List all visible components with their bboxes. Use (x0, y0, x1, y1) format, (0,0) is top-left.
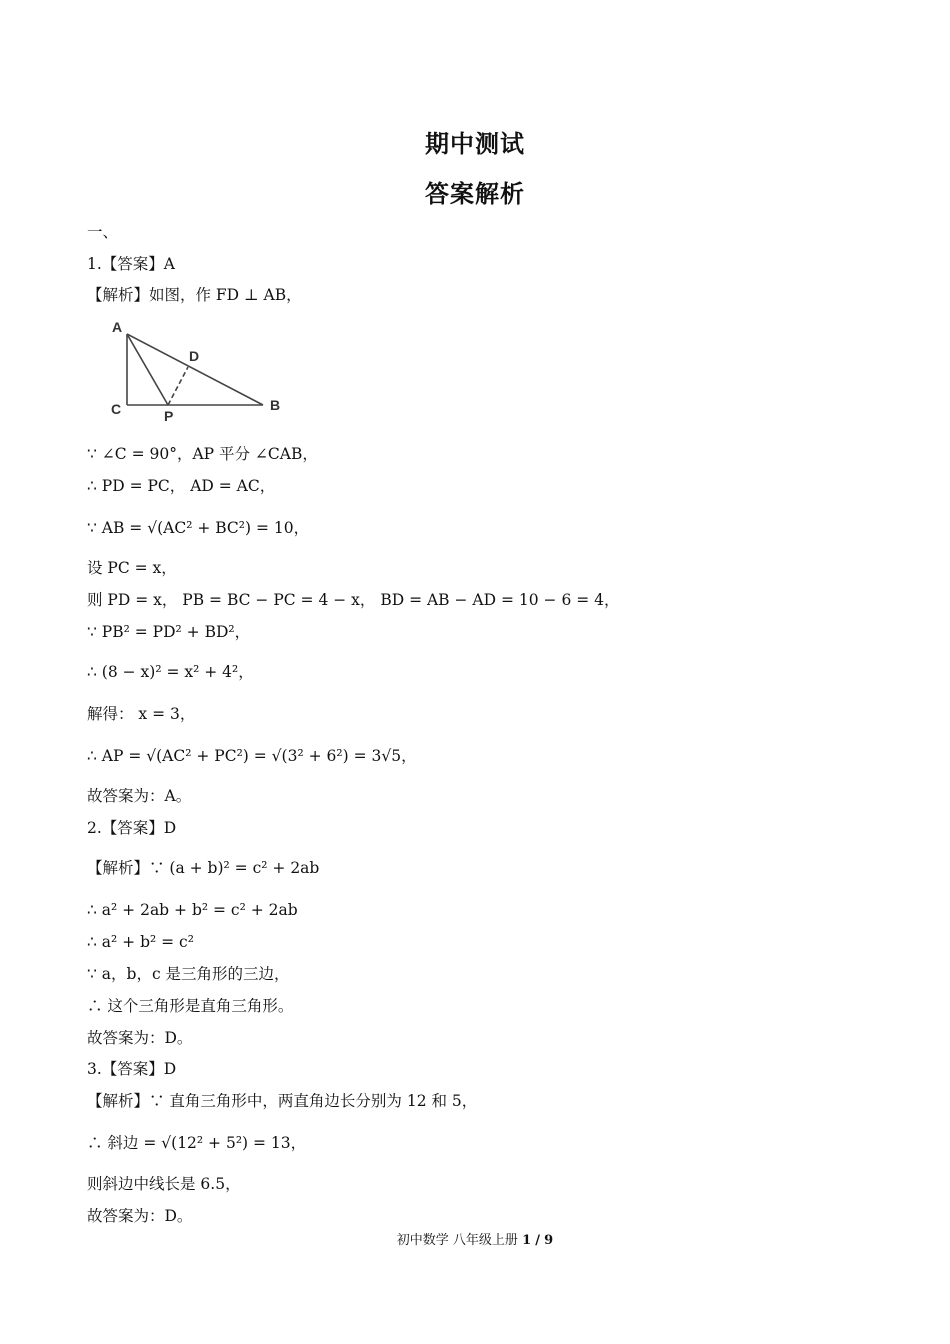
section-label: 一、 (87, 223, 119, 241)
footer-page-separator: / (535, 1233, 541, 1248)
label-b: B (270, 397, 281, 413)
analysis-2-step-2: ∴ a² + b² = c² (87, 933, 194, 951)
page-title: 期中测试 (425, 130, 525, 158)
footer-course: 初中数学 八年级上册 (396, 1233, 518, 1248)
label-a: A (112, 319, 123, 335)
analysis-1-step-9: ∴ AP = √(AC² + PC²) = √(3² + 6²) = 3√5， (87, 747, 417, 765)
triangle-figure (106, 318, 296, 428)
analysis-3-step-2: 则斜边中线长是 6.5， (87, 1175, 241, 1193)
analysis-2-conclusion: 故答案为：D。 (87, 1029, 193, 1047)
analysis-2-step-1: ∴ a² + 2ab + b² = c² + 2ab (87, 901, 298, 919)
page-footer (0, 1229, 950, 1248)
analysis-3: 【解析】∵ 直角三角形中，两直角边长分别为 12 和 5， (87, 1092, 478, 1110)
analysis-2-step-4: ∴ 这个三角形是直角三角形。 (87, 997, 294, 1015)
analysis-1: 【解析】如图，作 FD ⊥ AB， (87, 286, 302, 304)
page-subtitle: 答案解析 (425, 180, 525, 208)
analysis-1-step-3: ∵ AB = √(AC² + BC²) = 10， (87, 519, 310, 537)
analysis-1-step-5: 则 PD = x， PB = BC − PC = 4 − x， BD = AB − AD = 10 − 6 = 4， (87, 591, 620, 609)
analysis-3-step-1: ∴ 斜边 = √(12² + 5²) = 13， (87, 1134, 307, 1152)
analysis-3-conclusion: 故答案为：D。 (87, 1207, 193, 1225)
segment-pd-dashed (168, 367, 188, 405)
label-d: D (189, 348, 200, 364)
analysis-1-conclusion: 故答案为：A。 (87, 787, 192, 805)
analysis-1-step-6: ∵ PB² = PD² + BD²， (87, 623, 251, 641)
label-c: C (111, 401, 122, 417)
analysis-1-step-7: ∴ (8 − x)² = x² + 4²， (87, 663, 254, 681)
analysis-1-step-4: 设 PC = x， (87, 559, 177, 577)
answer-2: 2.【答案】D (87, 819, 177, 837)
analysis-1-step-8: 解得： x = 3， (87, 705, 196, 723)
footer-page-total: 9 (544, 1233, 554, 1248)
answer-1: 1.【答案】A (87, 255, 175, 273)
footer-page-current: 1 (522, 1233, 532, 1248)
analysis-2-step-3: ∵ a，b，c 是三角形的三边， (87, 965, 290, 983)
analysis-1-step-1: ∵ ∠C = 90°，AP 平分 ∠CAB， (87, 445, 318, 463)
analysis-2: 【解析】∵ (a + b)² = c² + 2ab (87, 859, 320, 877)
label-p: P (164, 408, 174, 424)
analysis-1-step-2: ∴ PD = PC， AD = AC， (87, 477, 276, 495)
answer-3: 3.【答案】D (87, 1060, 177, 1078)
